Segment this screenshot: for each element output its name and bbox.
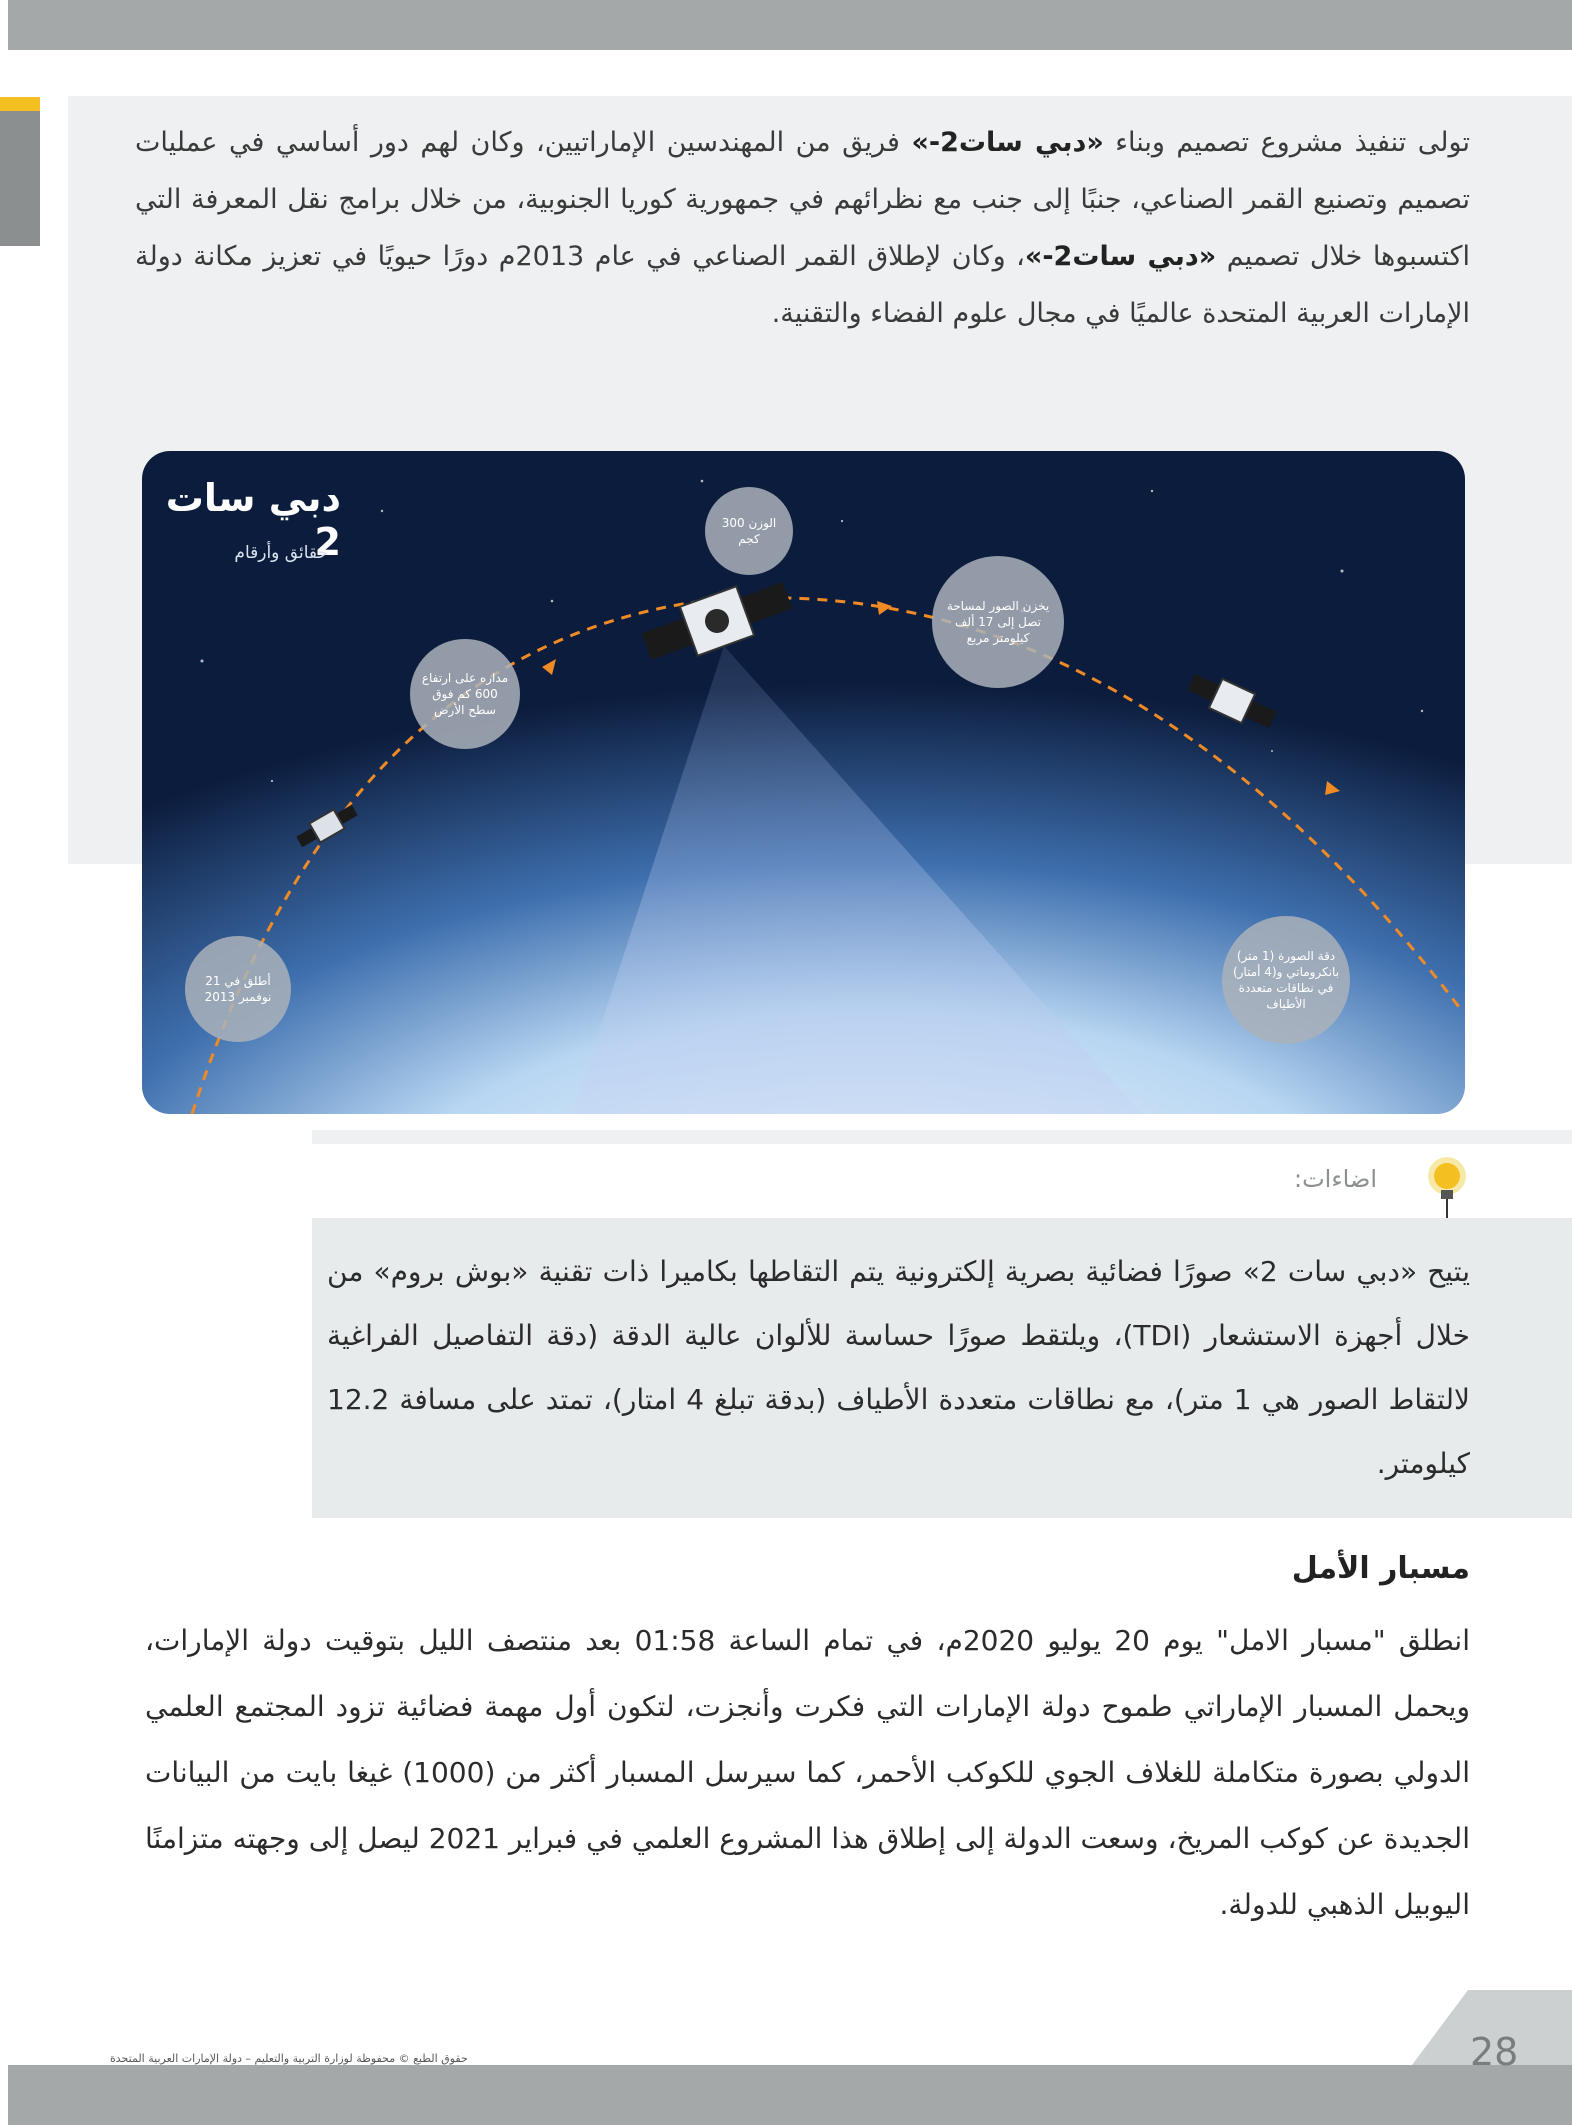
section-paragraph: انطلق "مسبار الامل" يوم 20 يوليو 2020م، في تمام الساعة 01:58 بعد منتصف الليل بتوقيت دولة الإمارات، ويحمل المسبار الإماراتي طموح دولة الإمارات التي فكرت وأنجزت، لتكون أول مهمة فضائية تزود المجتمع العلمي الدولي بصورة متكاملة للغلاف الجوي للكوكب الأحمر، كما سيرسل المسبار أكثر من (1000) غيغا بايت من البيانات الجديدة عن كوكب المريخ، وسعت الدولة إلى إطلاق هذا المشروع العلمي في فبراير 2021 ليصل إلى وجهته متزامنًا اليوبيل الذهبي للدولة. xyxy=(145,1624,1471,1921)
copyright-notice: حقوق الطبع © محفوظة لوزارة التربية والتعليم – دولة الإمارات العربية المتحدة xyxy=(110,2052,468,2065)
bubble-image-resolution: دقة الصورة (1 متر) بانكروماتي و(4 أمتار) في نطاقات متعددة الأطياف xyxy=(1222,916,1350,1044)
intro-text-part: فريق من المهندسين الإماراتيين، وكان لهم دور أساسي في عمليات تصميم وتصنيع القمر الصناعي، جنبًا إلى جنب مع نظرائهم في جمهورية كوريا الجنوبية، من خلال برامج نقل المعرفة التي اكتسبوها خلال تصميم xyxy=(135,127,1470,272)
header-bar xyxy=(8,0,1572,50)
intro-paragraph xyxy=(135,114,1470,342)
tips-label: اضاءات: xyxy=(1294,1165,1377,1193)
intro-text-part: ، وكان لإطلاق القمر الصناعي في عام 2013م دورًا حيويًا في تعزيز مكانة دولة الإمارات العربية المتحدة عالميًا في مجال علوم الفضاء والتقنية. xyxy=(135,241,1470,329)
bubble-weight: الوزن 300 كجم xyxy=(705,487,793,575)
dubaisat2-infographic xyxy=(142,451,1465,1114)
side-accent-yellow xyxy=(0,97,40,111)
bubble-image-storage: يخزن الصور لمساحة تصل إلى 17 ألف كيلومتر مربع xyxy=(932,556,1064,688)
intro-bold-name: «دبي سات2-» xyxy=(911,127,1104,158)
side-accent-gray xyxy=(0,111,40,246)
bubble-orbit-altitude: مداره على ارتفاع 600 كم فوق سطح الأرض xyxy=(410,639,520,749)
section-heading: مسبار الأمل xyxy=(1291,1551,1470,1586)
tips-paragraph: يتيح «دبي سات 2» صورًا فضائية بصرية إلكترونية يتم التقاطها بكاميرا ذات تقنية «بوش بروم» من خلال أجهزة الاستشعار (TDI)، ويلتقط صورًا حساسة للألوان عالية الدقة (دقة التفاصيل الفراغية لالتقاط الصور هي 1 متر)، مع نطاقات متعددة الأطياف (بدقة تبلغ 4 امتار)، تمتد على مسافة 12.2 كيلومتر. xyxy=(327,1255,1470,1480)
bubble-launch-date: أطلق في 21 نوفمبر 2013 xyxy=(185,936,291,1042)
tips-top-strip xyxy=(312,1130,1572,1144)
infographic-subtitle: حقائق وأرقام xyxy=(234,543,328,563)
intro-bold-name: «دبي سات2-» xyxy=(1024,241,1217,272)
page-number: 28 xyxy=(1470,2030,1519,2074)
intro-text-part: تولى تنفيذ مشروع تصميم وبناء xyxy=(1103,127,1470,158)
infographic-title: دبي سات 2 xyxy=(165,476,341,564)
footer-bar xyxy=(8,2065,1572,2125)
